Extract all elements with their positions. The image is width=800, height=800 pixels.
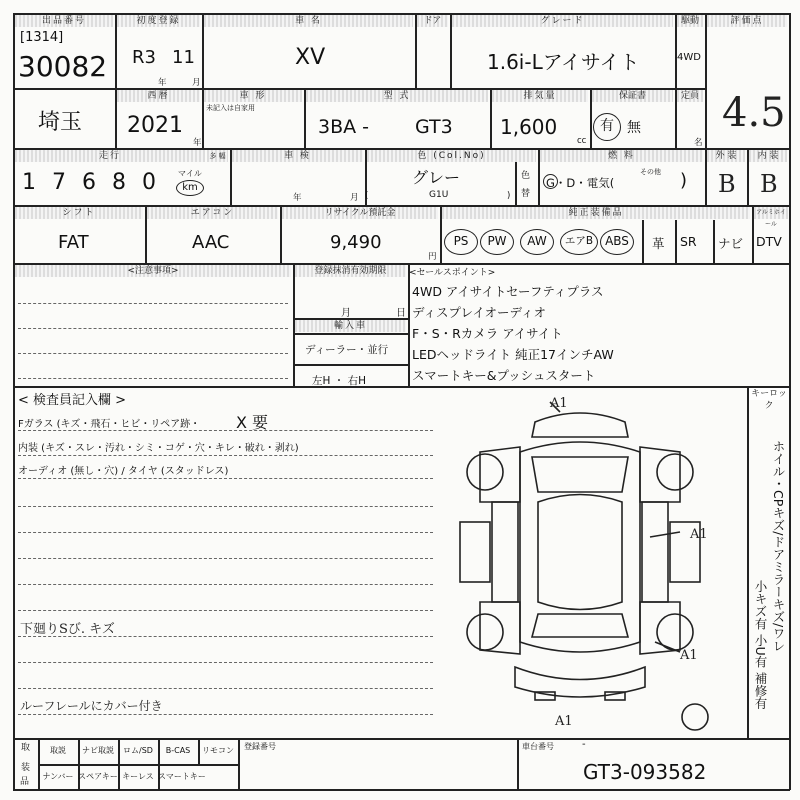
fuel-text: G・D・電気( bbox=[546, 176, 615, 190]
recycle-header: リサイクル預託金 bbox=[282, 207, 438, 219]
damage-mark-rear-right: A1 bbox=[680, 648, 698, 663]
equipment-2: AW bbox=[520, 229, 554, 255]
right-door-panel bbox=[642, 502, 668, 602]
cc-unit: cc bbox=[577, 136, 587, 146]
notes-header: <注意事項> bbox=[15, 265, 291, 277]
equipment-1: PW bbox=[480, 229, 514, 255]
mileage-km: km bbox=[176, 180, 204, 196]
fuel-header: 燃 料 bbox=[540, 150, 703, 162]
left-door-panel bbox=[492, 502, 518, 602]
body-note: 未記入は自家用 bbox=[206, 104, 255, 112]
chassis-header: 車台番号 bbox=[522, 742, 554, 751]
front-right-fender bbox=[640, 447, 680, 502]
first-reg-tsuki: 月 bbox=[192, 78, 201, 88]
displacement-header: 排気量 bbox=[492, 90, 588, 102]
front-glass-shape bbox=[532, 413, 628, 437]
mileage-sub-header: 多 幅 bbox=[207, 150, 228, 162]
reg-hi: 日 bbox=[396, 308, 406, 319]
damage-mark-right: A1 bbox=[690, 527, 708, 542]
displacement-value: 1,600 bbox=[500, 115, 558, 139]
equipment-header: 純正装備品 bbox=[442, 207, 750, 219]
wheel-front-right bbox=[657, 454, 693, 490]
mileage-digit: 8 bbox=[112, 170, 126, 195]
bottom-label: 取説 bbox=[50, 746, 66, 755]
bottom-label: リモコン bbox=[202, 746, 234, 755]
equipment-8: DTV bbox=[756, 234, 782, 249]
grade-header: グレード bbox=[452, 15, 673, 27]
year-header: 西暦 bbox=[117, 90, 200, 102]
grade-value: 1.6i-Lアイサイト bbox=[487, 50, 640, 74]
keylock-header: キーロック bbox=[749, 388, 789, 400]
region-value: 埼玉 bbox=[38, 110, 83, 135]
bottom-left-label-a: 取 装 bbox=[19, 742, 29, 775]
rear-right-fender bbox=[640, 602, 680, 654]
sales-point: スマートキー&プッシュスタート bbox=[412, 368, 596, 383]
first-reg-nen: 年 bbox=[158, 78, 167, 88]
aircon-value: AAC bbox=[192, 232, 230, 253]
trunk-panel bbox=[532, 614, 628, 637]
damage-leader-1 bbox=[650, 532, 680, 537]
score-value: 4.5 bbox=[722, 90, 786, 136]
first-reg-era: R3 bbox=[132, 47, 156, 68]
sales-point-header: <セールスポイント> bbox=[409, 268, 496, 278]
sales-point: 4WD アイサイトセーフティプラス bbox=[412, 284, 604, 299]
vertical-note-2: 小キズ有 小U有 補修有 bbox=[753, 580, 768, 710]
aircon-header: エアコン bbox=[147, 207, 278, 219]
equipment-0: PS bbox=[444, 229, 478, 255]
bottom-label: スペアキー bbox=[78, 772, 118, 781]
year-unit: 年 bbox=[193, 138, 202, 148]
color-header: 色 (Col.No) bbox=[367, 150, 536, 162]
damage-mark-front: A1 bbox=[550, 396, 568, 411]
handle-option: 左H ・ 右H bbox=[312, 375, 366, 387]
interior-grade: B bbox=[760, 170, 778, 198]
bottom-label: ロム/SD bbox=[123, 746, 153, 755]
shift-value: FAT bbox=[58, 232, 89, 253]
lot-header: 出品番号 bbox=[15, 15, 113, 27]
gae-label: 替 bbox=[521, 189, 531, 199]
recycle-value: 9,490 bbox=[330, 232, 382, 253]
wheel-front-left bbox=[467, 454, 503, 490]
equipment-5: 革 bbox=[652, 236, 665, 251]
inspector-header: < 検査員記入欄 > bbox=[18, 393, 127, 408]
mileage-digit: 7 bbox=[52, 170, 66, 195]
mileage-header: 走行 bbox=[15, 150, 205, 162]
equipment-7: ナビ bbox=[718, 236, 744, 251]
inspection-tsuki: 月 bbox=[350, 193, 359, 203]
model-code: 3BA - bbox=[318, 116, 370, 138]
sales-point: LEDヘッドライト 純正17インチAW bbox=[412, 347, 614, 362]
bottom-label: ナンバー bbox=[42, 772, 74, 781]
bottom-label: B-CAS bbox=[165, 746, 191, 755]
warranty-no: 無 bbox=[627, 120, 641, 136]
body-type-header: 車 形 bbox=[204, 90, 302, 102]
color-paren-close: ) bbox=[507, 191, 511, 201]
reg-tsuki: 月 bbox=[341, 308, 351, 319]
car-name: XV bbox=[295, 45, 326, 70]
bottom-label: ナビ取説 bbox=[82, 746, 114, 755]
mileage-digit: 0 bbox=[142, 170, 156, 195]
handwritten-note-1: 下廻りSび. キズ bbox=[20, 622, 115, 637]
vertical-note-1: ホイル・CPキズ/ドアミラーキズ/ワレ bbox=[771, 440, 786, 653]
inspector-line-glass: Fガラス (キズ・飛石・ヒビ・リペア跡・ bbox=[18, 419, 201, 430]
drive-value: 4WD bbox=[677, 52, 701, 63]
first-reg-month: 11 bbox=[172, 47, 195, 68]
inspector-line-interior: 内装 (キズ・スレ・汚れ・シミ・コゲ・穴・キレ・破れ・剥れ) bbox=[18, 443, 299, 454]
car-diagram bbox=[440, 392, 740, 732]
dealer-option: ディーラー・並行 bbox=[305, 344, 389, 356]
damage-mark-rear: A1 bbox=[555, 714, 573, 729]
inspection-nen: 年 bbox=[293, 193, 302, 203]
chassis-number: GT3-093582 bbox=[583, 760, 707, 784]
yen-unit: 円 bbox=[428, 252, 437, 262]
equipment-6: SR bbox=[680, 234, 697, 249]
color-code: G1U bbox=[429, 190, 449, 200]
mileage-digits bbox=[22, 170, 182, 196]
hood-panel bbox=[532, 457, 628, 492]
warranty-yes: 有 bbox=[593, 113, 621, 141]
interior-header: 内 装 bbox=[749, 150, 787, 162]
sales-point: F・S・Rカメラ アイサイト bbox=[412, 326, 563, 341]
import-header: 輸入車 bbox=[295, 320, 406, 332]
warranty-header: 保証書 bbox=[592, 90, 673, 102]
gaiko-header: アルミホイール bbox=[754, 207, 788, 219]
exterior-header: 外 装 bbox=[707, 150, 745, 162]
car-name-header: 車 名 bbox=[204, 15, 413, 27]
fuel-other: その他 bbox=[640, 168, 661, 176]
color-name: グレー bbox=[412, 168, 461, 187]
handwritten-note-2: ルーフレールにカバー付き bbox=[20, 699, 163, 713]
wheel-rear-left bbox=[467, 614, 503, 650]
drive-header: 駆動 bbox=[677, 15, 703, 27]
left-side-panel bbox=[460, 522, 490, 582]
spare-wheel bbox=[682, 704, 708, 730]
model-suffix: GT3 bbox=[415, 116, 453, 138]
sales-point: ディスプレイオーディオ bbox=[412, 305, 547, 320]
exterior-grade: B bbox=[718, 170, 736, 198]
bottom-label: スマートキー bbox=[158, 772, 206, 781]
reg-expiry-header: 登録抹消有効期限 bbox=[295, 265, 406, 277]
shift-header: シフト bbox=[15, 207, 143, 219]
bottom-label: キーレス bbox=[122, 772, 154, 781]
year-value: 2021 bbox=[127, 113, 183, 138]
color-paren-open: ( bbox=[365, 191, 369, 201]
first-reg-header: 初度登録 bbox=[117, 15, 200, 27]
lot-box: [1314] bbox=[20, 30, 64, 45]
model-header: 型 式 bbox=[306, 90, 488, 102]
roof-panel bbox=[538, 495, 622, 610]
inspector-line-audio: オーディオ (無し・穴) / タイヤ (スタッドレス) bbox=[18, 466, 229, 477]
door-header: ドア bbox=[417, 15, 448, 27]
equipment-4: ABS bbox=[600, 229, 634, 255]
chassis-dash: - bbox=[582, 739, 586, 750]
front-left-fender bbox=[480, 447, 520, 502]
capacity-header: 定員 bbox=[677, 90, 703, 102]
iro-label: 色 bbox=[521, 171, 531, 181]
mileage-digit: 1 bbox=[22, 170, 36, 195]
inspection-header: 車 検 bbox=[232, 150, 363, 162]
score-header: 評価点 bbox=[707, 15, 787, 27]
rear-left-fender bbox=[480, 602, 520, 654]
bottom-left-label-b: 品 bbox=[20, 777, 30, 787]
regno-header: 登録番号 bbox=[244, 742, 276, 751]
glass-mark: X 要 bbox=[236, 413, 269, 432]
equipment-3: エアB bbox=[560, 229, 598, 255]
capacity-unit: 名 bbox=[694, 138, 703, 148]
mileage-mile: マイル bbox=[178, 169, 202, 178]
mileage-digit: 6 bbox=[82, 170, 96, 195]
lot-number: 30082 bbox=[18, 50, 108, 83]
fuel-close: ) bbox=[680, 170, 688, 191]
